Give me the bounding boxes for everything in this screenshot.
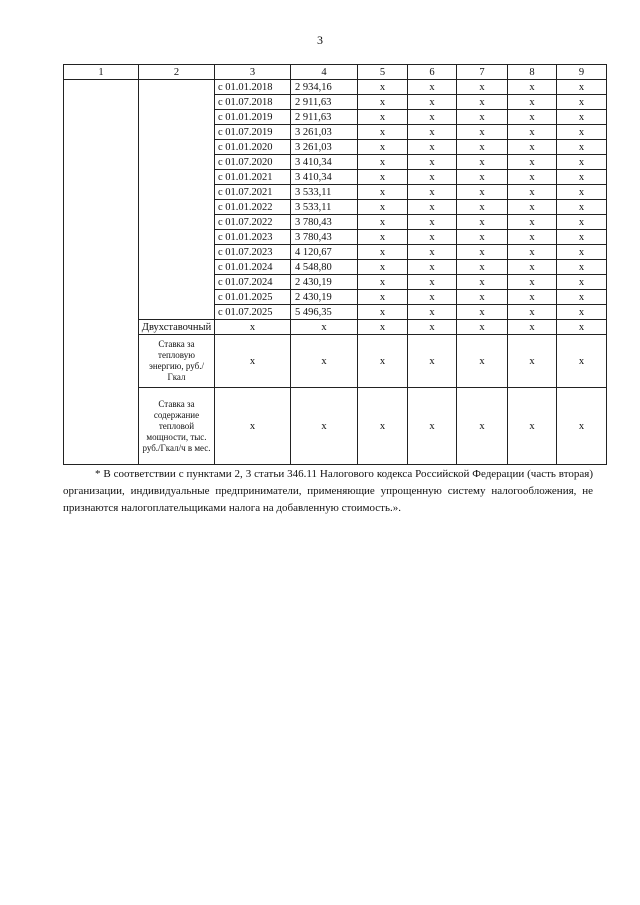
column-header: 6 bbox=[408, 65, 457, 80]
mark-cell: х bbox=[508, 275, 557, 290]
mark-cell: х bbox=[557, 275, 607, 290]
mark-cell: х bbox=[508, 335, 557, 388]
mark-cell: х bbox=[457, 260, 508, 275]
mark-cell: х bbox=[358, 185, 408, 200]
mark-cell: х bbox=[358, 155, 408, 170]
mark-cell: х bbox=[557, 305, 607, 320]
mark-cell: х bbox=[408, 125, 457, 140]
value-cell: 2 430,19 bbox=[291, 290, 358, 305]
header-row bbox=[64, 65, 607, 80]
date-cell: с 01.01.2022 bbox=[215, 200, 291, 215]
mark-cell: х bbox=[358, 95, 408, 110]
mark-cell: х bbox=[557, 125, 607, 140]
mark-cell: х bbox=[457, 275, 508, 290]
mark-cell: х bbox=[408, 110, 457, 125]
mark-cell: х bbox=[457, 170, 508, 185]
value-cell: 4 548,80 bbox=[291, 260, 358, 275]
value-cell: 3 780,43 bbox=[291, 230, 358, 245]
mark-cell: х bbox=[457, 290, 508, 305]
page-number: 3 bbox=[317, 33, 323, 47]
date-cell: с 01.07.2022 bbox=[215, 215, 291, 230]
date-cell: с 01.07.2021 bbox=[215, 185, 291, 200]
mark-cell: х bbox=[408, 320, 457, 335]
mark-cell: х bbox=[557, 110, 607, 125]
column-header: 7 bbox=[457, 65, 508, 80]
col2-merged-cell bbox=[139, 80, 215, 320]
date-cell: с 01.07.2025 bbox=[215, 305, 291, 320]
mark-cell: х bbox=[457, 200, 508, 215]
mark-cell: х bbox=[457, 230, 508, 245]
mark-cell: х bbox=[408, 170, 457, 185]
mark-cell: х bbox=[457, 155, 508, 170]
mark-cell: х bbox=[408, 305, 457, 320]
date-cell: с 01.07.2024 bbox=[215, 275, 291, 290]
mark-cell: х bbox=[457, 125, 508, 140]
mark-cell: х bbox=[457, 95, 508, 110]
mark-cell: х bbox=[457, 335, 508, 388]
mark-cell: х bbox=[358, 260, 408, 275]
mark-cell: х bbox=[358, 110, 408, 125]
mark-cell: х bbox=[291, 388, 358, 465]
mark-cell: х bbox=[215, 388, 291, 465]
value-cell: 3 780,43 bbox=[291, 215, 358, 230]
mark-cell: х bbox=[408, 388, 457, 465]
mark-cell: х bbox=[358, 80, 408, 95]
column-header: 4 bbox=[291, 65, 358, 80]
value-cell: 3 533,11 bbox=[291, 185, 358, 200]
mark-cell: х bbox=[508, 260, 557, 275]
mark-cell: х bbox=[358, 275, 408, 290]
rate-capacity-label: Ставка за содержание тепловой мощности, тыс. руб./Гкал/ч в мес. bbox=[139, 388, 215, 465]
mark-cell: х bbox=[508, 320, 557, 335]
mark-cell: х bbox=[557, 200, 607, 215]
date-cell: с 01.07.2019 bbox=[215, 125, 291, 140]
value-cell: 2 934,16 bbox=[291, 80, 358, 95]
mark-cell: х bbox=[557, 388, 607, 465]
mark-cell: х bbox=[358, 140, 408, 155]
mark-cell: х bbox=[557, 260, 607, 275]
column-header: 5 bbox=[358, 65, 408, 80]
value-cell: 3 261,03 bbox=[291, 140, 358, 155]
mark-cell: х bbox=[557, 140, 607, 155]
mark-cell: х bbox=[508, 170, 557, 185]
mark-cell: х bbox=[358, 290, 408, 305]
date-cell: с 01.01.2021 bbox=[215, 170, 291, 185]
mark-cell: х bbox=[508, 80, 557, 95]
mark-cell: х bbox=[557, 215, 607, 230]
column-header: 3 bbox=[215, 65, 291, 80]
mark-cell: х bbox=[508, 110, 557, 125]
mark-cell: х bbox=[557, 335, 607, 388]
mark-cell: х bbox=[358, 245, 408, 260]
mark-cell: х bbox=[408, 335, 457, 388]
footnote: * В соответствии с пунктами 2, 3 статьи 346.11 Налогового кодекса Российской Федерации (часть вторая) организации, индивидуальные предприниматели, применяющие упрощенную систему налогообложения, не признаются налогоплательщиками налога на добавленную стоимость.». bbox=[63, 468, 593, 514]
date-cell: с 01.07.2020 bbox=[215, 155, 291, 170]
mark-cell: х bbox=[291, 320, 358, 335]
mark-cell: х bbox=[508, 140, 557, 155]
mark-cell: х bbox=[408, 155, 457, 170]
mark-cell: х bbox=[457, 388, 508, 465]
mark-cell: х bbox=[408, 260, 457, 275]
mark-cell: х bbox=[457, 140, 508, 155]
tariff-table bbox=[63, 64, 607, 465]
mark-cell: х bbox=[508, 388, 557, 465]
mark-cell: х bbox=[408, 80, 457, 95]
mark-cell: х bbox=[358, 230, 408, 245]
mark-cell: х bbox=[508, 215, 557, 230]
mark-cell: х bbox=[408, 290, 457, 305]
mark-cell: х bbox=[358, 388, 408, 465]
mark-cell: х bbox=[557, 95, 607, 110]
column-header: 8 bbox=[508, 65, 557, 80]
mark-cell: х bbox=[557, 290, 607, 305]
mark-cell: х bbox=[215, 335, 291, 388]
mark-cell: х bbox=[408, 275, 457, 290]
value-cell: 4 120,67 bbox=[291, 245, 358, 260]
date-cell: с 01.07.2023 bbox=[215, 245, 291, 260]
mark-cell: х bbox=[408, 230, 457, 245]
mark-cell: х bbox=[358, 170, 408, 185]
mark-cell: х bbox=[457, 305, 508, 320]
date-cell: с 01.07.2018 bbox=[215, 95, 291, 110]
date-cell: с 01.01.2023 bbox=[215, 230, 291, 245]
mark-cell: х bbox=[408, 185, 457, 200]
mark-cell: х bbox=[557, 320, 607, 335]
mark-cell: х bbox=[557, 155, 607, 170]
date-cell: с 01.01.2019 bbox=[215, 110, 291, 125]
mark-cell: х bbox=[358, 125, 408, 140]
mark-cell: х bbox=[457, 320, 508, 335]
value-cell: 3 261,03 bbox=[291, 125, 358, 140]
value-cell: 2 911,63 bbox=[291, 95, 358, 110]
two-rate-label: Двухставочный bbox=[139, 320, 215, 335]
value-cell: 2 430,19 bbox=[291, 275, 358, 290]
date-cell: с 01.01.2020 bbox=[215, 140, 291, 155]
column-header: 1 bbox=[64, 65, 139, 80]
mark-cell: х bbox=[291, 335, 358, 388]
mark-cell: х bbox=[508, 200, 557, 215]
value-cell: 5 496,35 bbox=[291, 305, 358, 320]
mark-cell: х bbox=[557, 230, 607, 245]
table-row bbox=[64, 335, 607, 388]
mark-cell: х bbox=[508, 95, 557, 110]
mark-cell: х bbox=[508, 125, 557, 140]
mark-cell: х bbox=[358, 320, 408, 335]
mark-cell: х bbox=[508, 155, 557, 170]
table-row bbox=[64, 80, 607, 95]
table-row bbox=[64, 388, 607, 465]
value-cell: 2 911,63 bbox=[291, 110, 358, 125]
date-cell: с 01.01.2018 bbox=[215, 80, 291, 95]
value-cell: 3 410,34 bbox=[291, 155, 358, 170]
mark-cell: х bbox=[358, 335, 408, 388]
mark-cell: х bbox=[358, 200, 408, 215]
mark-cell: х bbox=[508, 185, 557, 200]
mark-cell: х bbox=[408, 95, 457, 110]
mark-cell: х bbox=[508, 305, 557, 320]
value-cell: 3 410,34 bbox=[291, 170, 358, 185]
mark-cell: х bbox=[408, 245, 457, 260]
mark-cell: х bbox=[457, 80, 508, 95]
mark-cell: х bbox=[508, 245, 557, 260]
mark-cell: х bbox=[557, 245, 607, 260]
mark-cell: х bbox=[215, 320, 291, 335]
mark-cell: х bbox=[408, 215, 457, 230]
mark-cell: х bbox=[457, 245, 508, 260]
mark-cell: х bbox=[557, 170, 607, 185]
mark-cell: х bbox=[508, 290, 557, 305]
mark-cell: х bbox=[358, 215, 408, 230]
mark-cell: х bbox=[457, 215, 508, 230]
mark-cell: х bbox=[557, 185, 607, 200]
mark-cell: х bbox=[508, 230, 557, 245]
mark-cell: х bbox=[557, 80, 607, 95]
date-cell: с 01.01.2024 bbox=[215, 260, 291, 275]
mark-cell: х bbox=[457, 110, 508, 125]
mark-cell: х bbox=[358, 305, 408, 320]
column-header: 2 bbox=[139, 65, 215, 80]
mark-cell: х bbox=[408, 140, 457, 155]
mark-cell: х bbox=[457, 185, 508, 200]
mark-cell: х bbox=[408, 200, 457, 215]
table-row bbox=[64, 320, 607, 335]
col1-merged-cell bbox=[64, 80, 139, 465]
date-cell: с 01.01.2025 bbox=[215, 290, 291, 305]
column-header: 9 bbox=[557, 65, 607, 80]
rate-energy-label: Ставка за тепловую энергию, руб./Гкал bbox=[139, 335, 215, 388]
value-cell: 3 533,11 bbox=[291, 200, 358, 215]
